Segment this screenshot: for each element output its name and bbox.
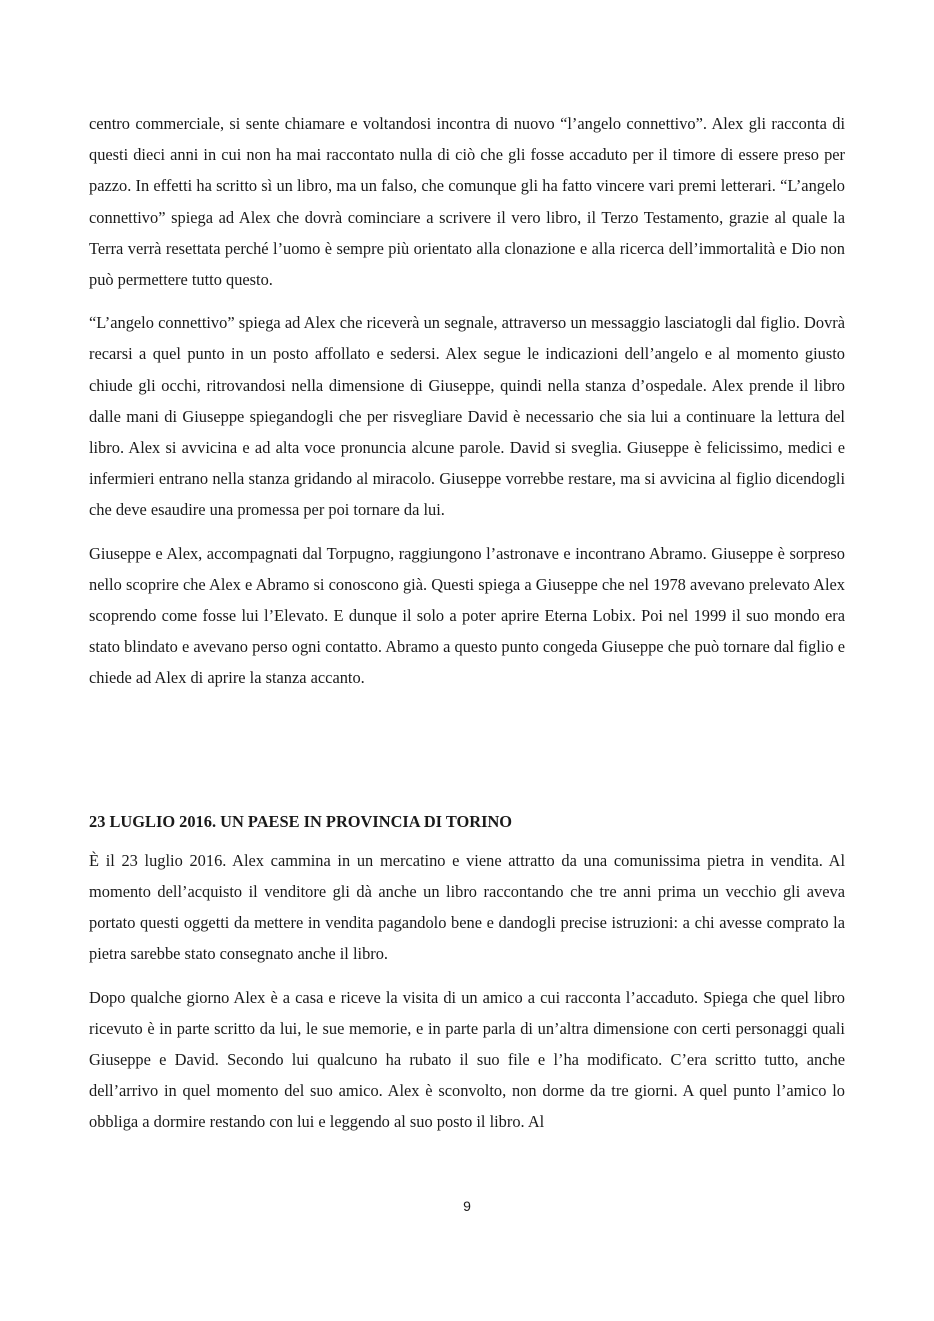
paragraph-mercatino: È il 23 luglio 2016. Alex cammina in un mercatino e viene attratto da una comunissima pietra in vendita. Al momento dell’acquisto il venditore gli dà anche un libro raccontando che tre anni prima un vecchio gli aveva portato questi oggetti da mettere in vendita pagandolo bene e dandogli precise istruzioni: a chi avesse comprato la pietra sarebbe stato consegnato anche il libro. <box>89 850 845 964</box>
paragraph-angelo-signal: “L’angelo connettivo” spiega ad Alex che riceverà un segnale, attraverso un messaggio lasciatogli dal figlio. Dovrà recarsi a quel punto in un posto affollato e sedersi. Alex segue le indicazioni dell’angelo e al momento giusto chiude gli occhi, ritrovandosi nella dimensione di Giuseppe, quindi nella stanza d’ospedale. Alex prende il libro dalle mani di Giuseppe spiegandogli che per risvegliare David è necessario che sia lui a continuare la lettura del libro. Alex si avvicina e ad alta voce pronuncia alcune parole. David si sveglia. Giuseppe è felicissimo, medici e infermieri entrano nella stanza gridando al miracolo. Giuseppe vorrebbe restare, ma si avvicina al figlio dicendogli che deve esaudire una promessa per poi tornare da lui. <box>89 313 845 520</box>
paragraph-amico: Dopo qualche giorno Alex è a casa e riceve la visita di un amico a cui racconta l’accaduto. Spiega che quel libro ricevuto è in parte scritto da lui, le sue memorie, e in parte parla di un’altra dimensione con certi personaggi quali Giuseppe e David. Secondo lui qualcuno ha rubato il suo file e l’ha modificato. C’era scritto tutto, anche dell’arrivo in quel momento del suo amico. Alex è sconvolto, non dorme da tre giorni. A quel punto l’amico lo obbliga a dormire restando con lui e leggendo al suo posto il libro. Al <box>89 987 845 1132</box>
paragraph-astronave: Giuseppe e Alex, accompagnati dal Torpugno, raggiungono l’astronave e incontrano Abramo. Giuseppe è sorpreso nello scoprire che Alex e Abramo si conoscono già. Questi spiega a Giuseppe che nel 1978 avevano prelevato Alex scoprendo come fosse lui l’Elevato. E dunque il solo a poter aprire Eterna Lobix. Poi nel 1999 il suo mondo era stato blindato e avevano perso ogni contatto. Abramo a questo punto congeda Giuseppe che può tornare dal figlio e chiede ad Alex di aprire la stanza accanto. <box>89 543 845 688</box>
section-heading: 23 LUGLIO 2016. UN PAESE IN PROVINCIA DI TORINO <box>89 811 513 831</box>
paragraph-angelo-return: centro commerciale, si sente chiamare e voltandosi incontra di nuovo “l’angelo connettivo”. Alex gli racconta di questi dieci anni in cui non ha mai raccontato nulla di ciò che gli fosse accaduto per il timore di essere preso per pazzo. In effetti ha scritto sì un libro, ma un falso, che comunque gli ha fatto vincere vari premi letterari. “L’angelo connettivo” spiega ad Alex che dovrà cominciare a scrivere il vero libro, il Terzo Testamento, grazie al quale la Terra verrà resettata perché l’uomo è sempre più orientato alla clonazione e alla ricerca dell’immortalità e Dio non può permettere tutto questo. <box>89 114 845 290</box>
page-number: 9 <box>463 1198 471 1214</box>
page-body <box>89 108 845 1150</box>
